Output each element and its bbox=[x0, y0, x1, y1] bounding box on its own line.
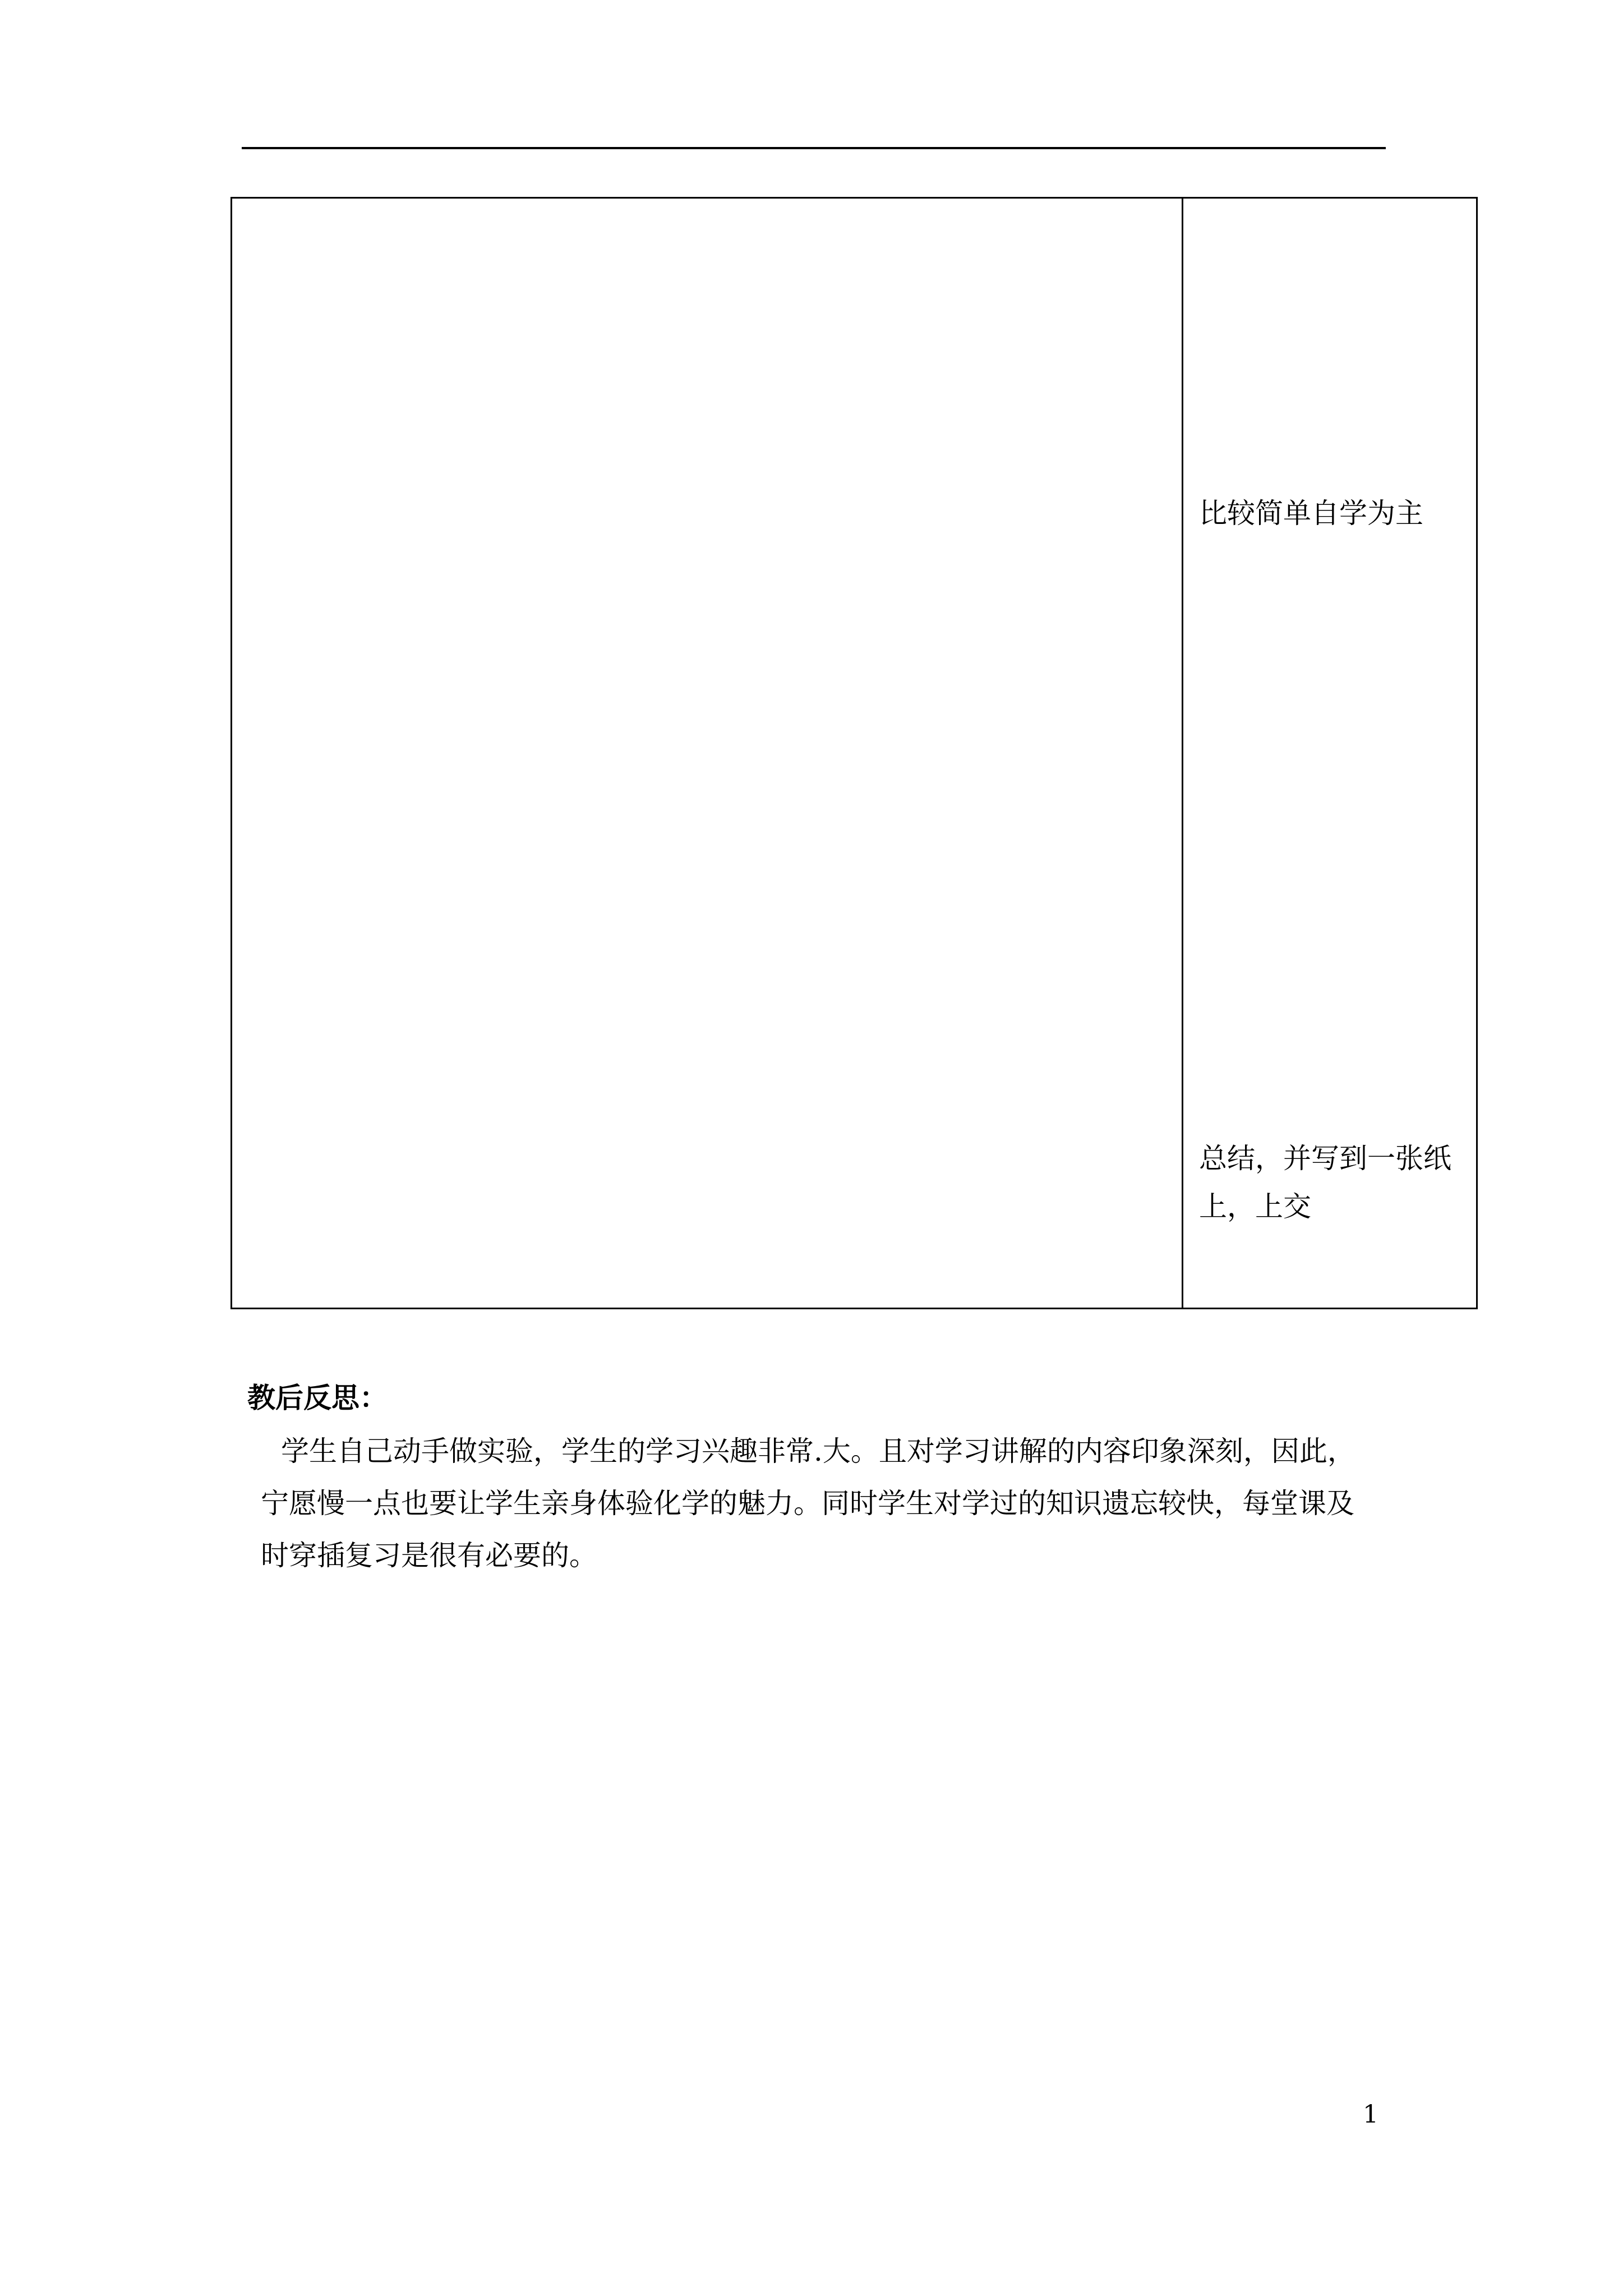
lesson-plan-table bbox=[230, 197, 1478, 1309]
page-number: 1 bbox=[1363, 2100, 1378, 2129]
reflection-title: 教后反思： bbox=[247, 1381, 388, 1414]
teaching-note-self-study: 比较简单自学为主 bbox=[1199, 497, 1423, 530]
teaching-note-summary: 总结，并写到一张纸 上，上交 bbox=[1199, 1142, 1451, 1223]
reflection-line: 时穿插复习是很有必要的。 bbox=[261, 1539, 597, 1572]
reflection-line: 学生自己动手做实验，学生的学习兴趣非常.大。且对学习讲解的内容印象深刻，因此， bbox=[281, 1435, 1355, 1467]
reflection-paragraph bbox=[247, 1425, 1397, 1582]
table-cell-notes bbox=[1183, 199, 1476, 1308]
reflection-line: 宁愿慢一点也要让学生亲身体验化学的魅力。同时学生对学过的知识遗忘较快，每堂课及 bbox=[261, 1487, 1354, 1520]
header-rule bbox=[242, 147, 1386, 149]
table-cell-content bbox=[232, 199, 1182, 1308]
